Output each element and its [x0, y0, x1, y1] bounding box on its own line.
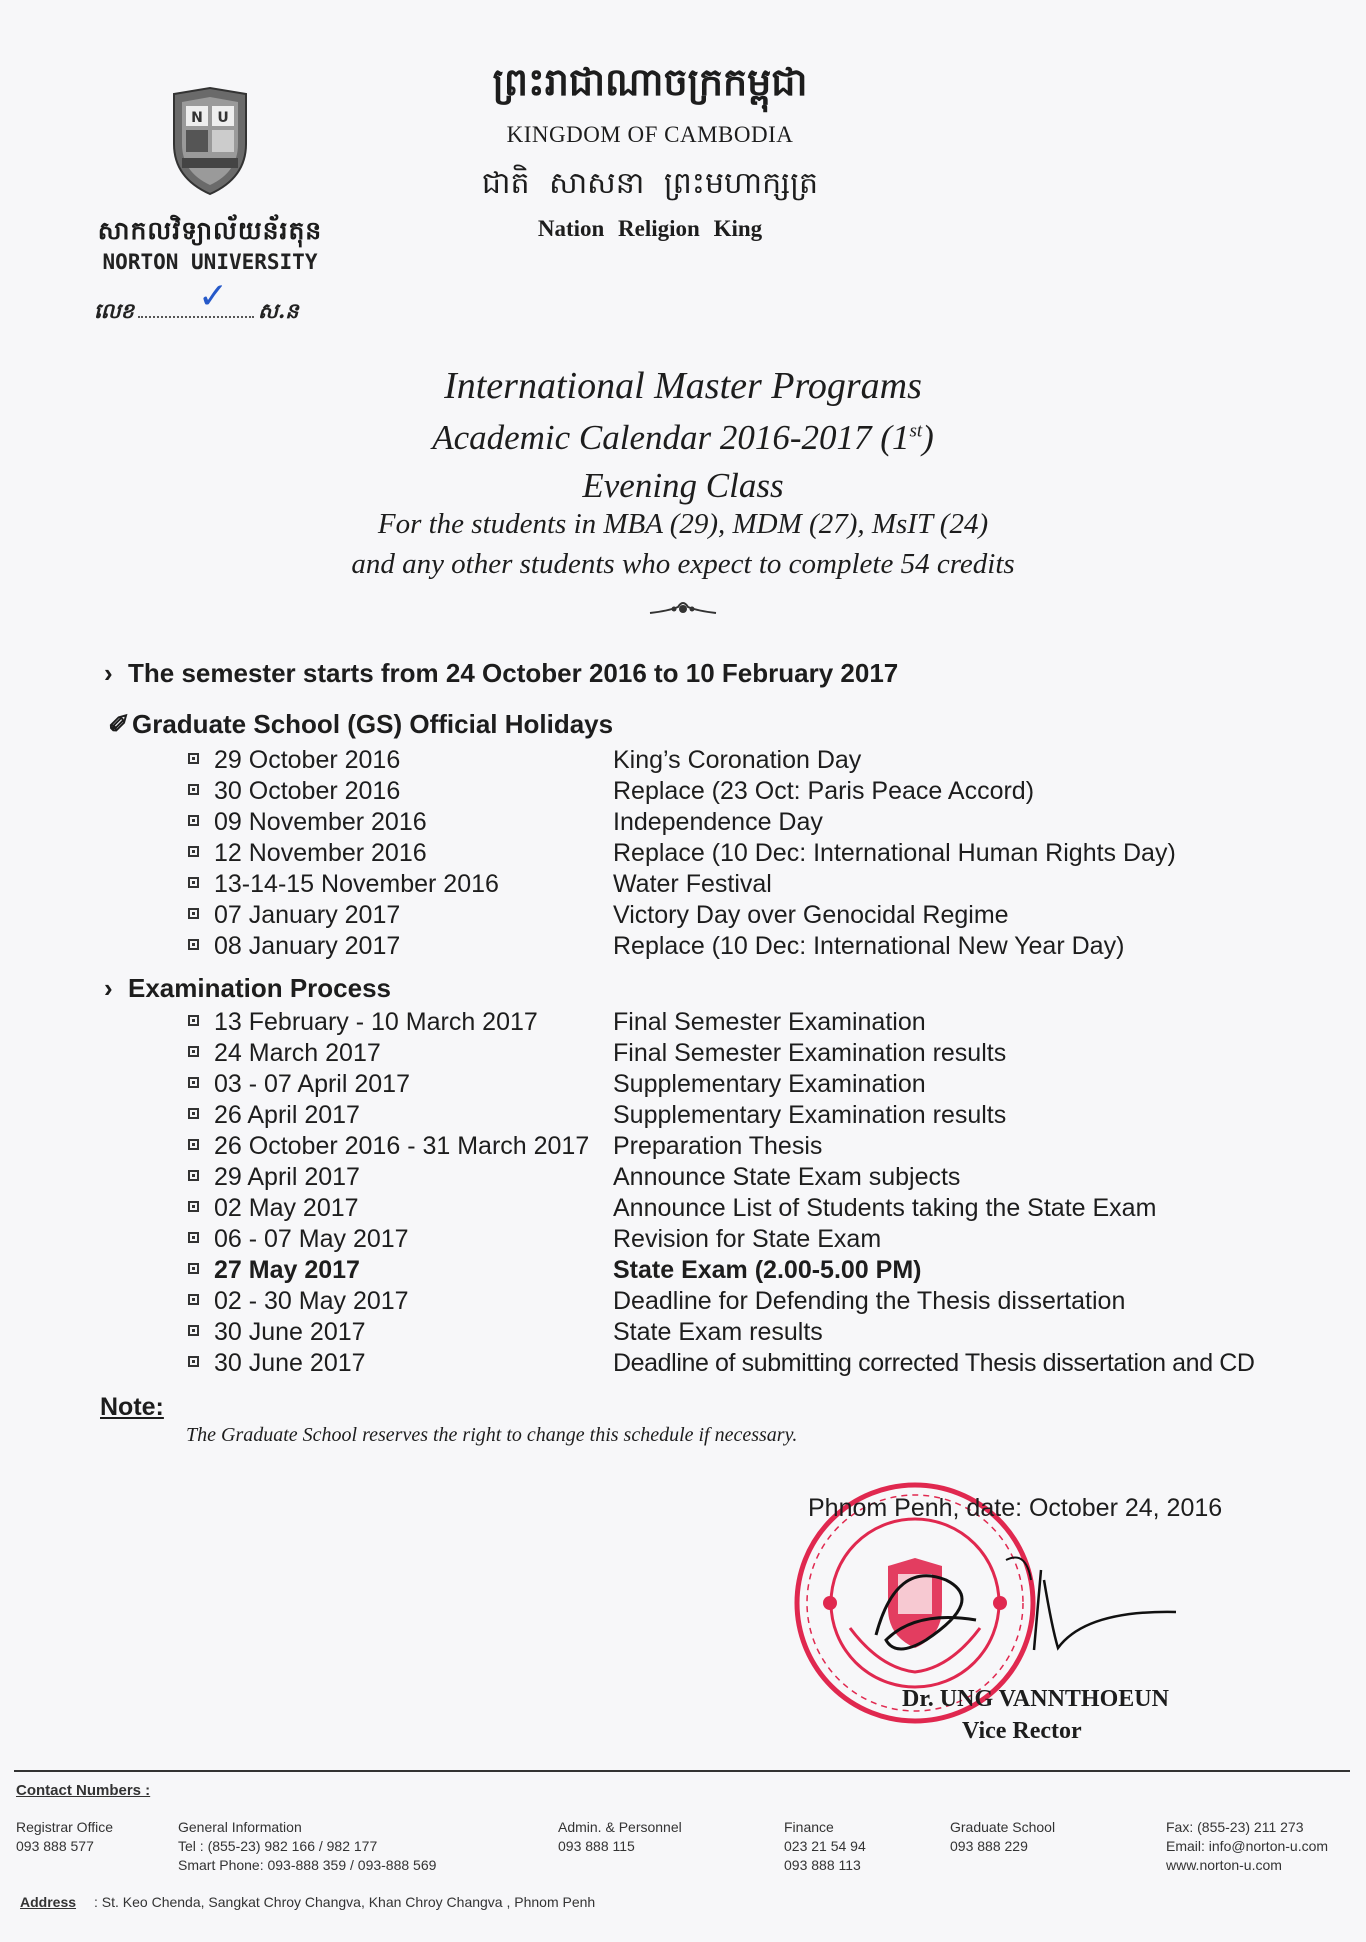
holiday-date: 13-14-15 November 2016 — [214, 870, 499, 898]
exam-date: 02 May 2017 — [214, 1194, 359, 1222]
general-tel: Tel : (855-23) 982 166 / 982 177 — [178, 1838, 378, 1854]
note-label: Note: — [100, 1393, 164, 1421]
exam-date: 24 March 2017 — [214, 1039, 381, 1067]
checkbox-bullet-icon — [188, 877, 199, 888]
holiday-desc: Replace (23 Oct: Paris Peace Accord) — [613, 777, 1035, 805]
checkbox-bullet-icon — [188, 1325, 199, 1336]
exams-heading-text: Examination Process — [128, 973, 391, 1003]
grad-phone: 093 888 229 — [950, 1838, 1028, 1854]
checkbox-bullet-icon — [188, 1139, 199, 1150]
exam-row — [0, 1163, 1366, 1193]
exam-date: 06 - 07 May 2017 — [214, 1225, 409, 1253]
holiday-date: 29 October 2016 — [214, 746, 401, 774]
footer-divider — [14, 1770, 1350, 1772]
admin-personnel — [558, 1818, 682, 1856]
exam-date: 13 February - 10 March 2017 — [214, 1008, 538, 1036]
exam-desc: Revision for State Exam — [613, 1225, 882, 1253]
svg-text:N: N — [191, 110, 203, 126]
checkbox-bullet-icon — [188, 846, 199, 857]
program-title: International Master Programs — [444, 365, 922, 407]
checkbox-bullet-icon — [188, 815, 199, 826]
exam-date: 29 April 2017 — [214, 1163, 360, 1191]
exam-row-highlight — [0, 1256, 1366, 1286]
checkbox-bullet-icon — [188, 1356, 199, 1367]
holiday-date: 08 January 2017 — [214, 932, 401, 960]
place-and-date: Phnom Penh, date: October 24, 2016 — [808, 1494, 1223, 1522]
fax-email-web — [1166, 1818, 1328, 1875]
note-text: The Graduate School reserves the right to change this schedule if necessary. — [186, 1424, 798, 1446]
exam-desc: Announce List of Students taking the State Exam — [613, 1194, 1157, 1222]
address-label: Address — [20, 1894, 77, 1910]
checkbox-bullet-icon — [188, 1077, 199, 1088]
calendar-title-end: ) — [922, 418, 934, 457]
exams-heading — [104, 973, 391, 1004]
exam-row — [0, 1070, 1366, 1100]
email-address: Email: info@norton-u.com — [1166, 1838, 1329, 1854]
class-title: Evening Class — [582, 466, 784, 505]
holiday-date: 12 November 2016 — [214, 839, 427, 867]
checkbox-bullet-icon — [188, 1263, 199, 1274]
holiday-row — [0, 870, 1366, 900]
exam-date: 26 October 2016 - 31 March 2017 — [214, 1132, 590, 1160]
exam-desc: Announce State Exam subjects — [613, 1163, 961, 1191]
finance-phone-2: 093 888 113 — [784, 1857, 861, 1873]
finance-label: Finance — [784, 1819, 834, 1835]
address-text: : St. Keo Chenda, Sangkat Chroy Changva, Khan Chroy Changva , Phnom Penh — [94, 1894, 596, 1910]
holiday-date: 09 November 2016 — [214, 808, 427, 836]
exam-row — [0, 1132, 1366, 1162]
holidays-heading-text: Graduate School (GS) Official Holidays — [132, 709, 614, 739]
checkbox-bullet-icon — [188, 1170, 199, 1181]
exam-date: 03 - 07 April 2017 — [214, 1070, 410, 1098]
calendar-title-sup: st — [909, 420, 923, 442]
exam-row — [0, 1349, 1366, 1379]
finance — [784, 1818, 866, 1875]
exam-desc: State Exam (2.00-5.00 PM) — [613, 1256, 922, 1284]
holiday-date: 07 January 2017 — [214, 901, 401, 929]
exam-desc: Preparation Thesis — [613, 1132, 823, 1160]
general-information — [178, 1818, 436, 1875]
checkbox-bullet-icon — [188, 1015, 199, 1026]
checkbox-bullet-icon — [188, 939, 199, 950]
ornament-divider-icon — [648, 597, 718, 621]
holiday-desc: Replace (10 Dec: International New Year Day) — [613, 932, 1125, 960]
university-name-khmer: សាកលវិទ្យាល័យន័រតុន — [97, 216, 323, 245]
svg-text:U: U — [217, 110, 229, 126]
holiday-row — [0, 777, 1366, 807]
admin-phone: 093 888 115 — [558, 1838, 635, 1854]
exam-date: 30 June 2017 — [214, 1318, 366, 1346]
exam-row — [0, 1101, 1366, 1131]
checkbox-bullet-icon — [188, 908, 199, 919]
checkbox-bullet-icon — [188, 1294, 199, 1305]
exam-date: 30 June 2017 — [214, 1349, 366, 1377]
general-smart-phone: Smart Phone: 093-888 359 / 093-888 569 — [178, 1857, 437, 1873]
signer-name: Dr. UNG VANNTHOEUN — [902, 1686, 1169, 1712]
website-url: www.norton-u.com — [1166, 1857, 1282, 1873]
audience-line-2: and any other students who expect to complete 54 credits — [351, 548, 1015, 580]
grad-label: Graduate School — [950, 1819, 1056, 1835]
reference-suffix: ស.ន — [258, 298, 299, 323]
kingdom-title-english: KINGDOM OF CAMBODIA — [506, 122, 794, 147]
norton-university-logo — [168, 86, 252, 196]
holiday-row — [0, 746, 1366, 776]
checkbox-bullet-icon — [188, 1201, 199, 1212]
finance-phone-1: 023 21 54 94 — [784, 1838, 866, 1854]
exam-desc: Supplementary Examination — [613, 1070, 926, 1098]
general-label: General Information — [178, 1819, 302, 1835]
exam-row — [0, 1225, 1366, 1255]
exam-date: 27 May 2017 — [214, 1256, 360, 1284]
chevron-right-icon: › — [104, 658, 113, 688]
signer-title: Vice Rector — [962, 1718, 1082, 1744]
exam-row — [0, 1039, 1366, 1069]
exam-desc: State Exam results — [613, 1318, 823, 1346]
checkbox-bullet-icon — [188, 753, 199, 764]
registrar-office — [16, 1818, 113, 1856]
university-name-english: NORTON UNIVERSITY — [102, 250, 318, 274]
holiday-row — [0, 901, 1366, 931]
holiday-row — [0, 808, 1366, 838]
exam-row — [0, 1287, 1366, 1317]
holiday-desc: Victory Day over Genocidal Regime — [613, 901, 1009, 929]
checkbox-bullet-icon — [188, 1108, 199, 1119]
calendar-title-text: Academic Calendar 2016-2017 (1 — [432, 418, 910, 457]
checkmark-icon: ✓ — [198, 276, 229, 317]
exam-desc: Final Semester Examination — [613, 1008, 926, 1036]
audience-line-1: For the students in MBA (29), MDM (27), MsIT (24) — [377, 508, 989, 540]
reference-blank — [138, 276, 254, 318]
checkbox-bullet-icon — [188, 784, 199, 795]
handwritten-signature — [856, 1540, 1186, 1670]
contact-numbers-label: Contact Numbers : — [16, 1782, 151, 1799]
holiday-row — [0, 932, 1366, 962]
exam-date: 02 - 30 May 2017 — [214, 1287, 409, 1315]
motto-english: Nation Religion King — [537, 216, 763, 241]
checkbox-bullet-icon — [188, 1046, 199, 1057]
exam-row — [0, 1318, 1366, 1348]
exam-row — [0, 1008, 1366, 1038]
exam-desc: Deadline for Defending the Thesis dissertation — [613, 1287, 1126, 1315]
holiday-desc: King’s Coronation Day — [613, 746, 862, 774]
fax-number: Fax: (855-23) 211 273 — [1166, 1819, 1304, 1835]
reference-prefix: លេខ — [94, 298, 134, 323]
semester-line — [104, 658, 898, 689]
reference-number-line — [94, 276, 299, 329]
calendar-title — [0, 418, 1366, 458]
exam-desc: Supplementary Examination results — [613, 1101, 1007, 1129]
chevron-right-icon: › — [104, 973, 113, 1003]
registrar-phone: 093 888 577 — [16, 1838, 94, 1854]
holiday-desc: Independence Day — [613, 808, 823, 836]
motto-khmer: ជាតិ សាសនា ព្រះមហាក្សត្រ — [481, 166, 819, 201]
exam-row — [0, 1194, 1366, 1224]
exam-desc: Final Semester Examination results — [613, 1039, 1007, 1067]
holiday-row — [0, 839, 1366, 869]
registrar-label: Registrar Office — [16, 1819, 113, 1835]
holiday-desc: Water Festival — [613, 870, 772, 898]
holiday-desc: Replace (10 Dec: International Human Rights Day) — [613, 839, 1176, 867]
holidays-heading — [108, 709, 613, 740]
checkbox-bullet-icon — [188, 1232, 199, 1243]
exam-desc: Deadline of submitting corrected Thesis dissertation and CD — [613, 1349, 1255, 1377]
dove-icon: ✐ — [108, 709, 130, 739]
admin-label: Admin. & Personnel — [558, 1819, 682, 1835]
semester-text: The semester starts from 24 October 2016 to 10 February 2017 — [128, 658, 899, 688]
exam-date: 26 April 2017 — [214, 1101, 360, 1129]
holiday-date: 30 October 2016 — [214, 777, 401, 805]
graduate-school — [950, 1818, 1055, 1856]
kingdom-title-khmer: ព្រះរាជាណាចក្រកម្ពុជា — [492, 59, 808, 104]
